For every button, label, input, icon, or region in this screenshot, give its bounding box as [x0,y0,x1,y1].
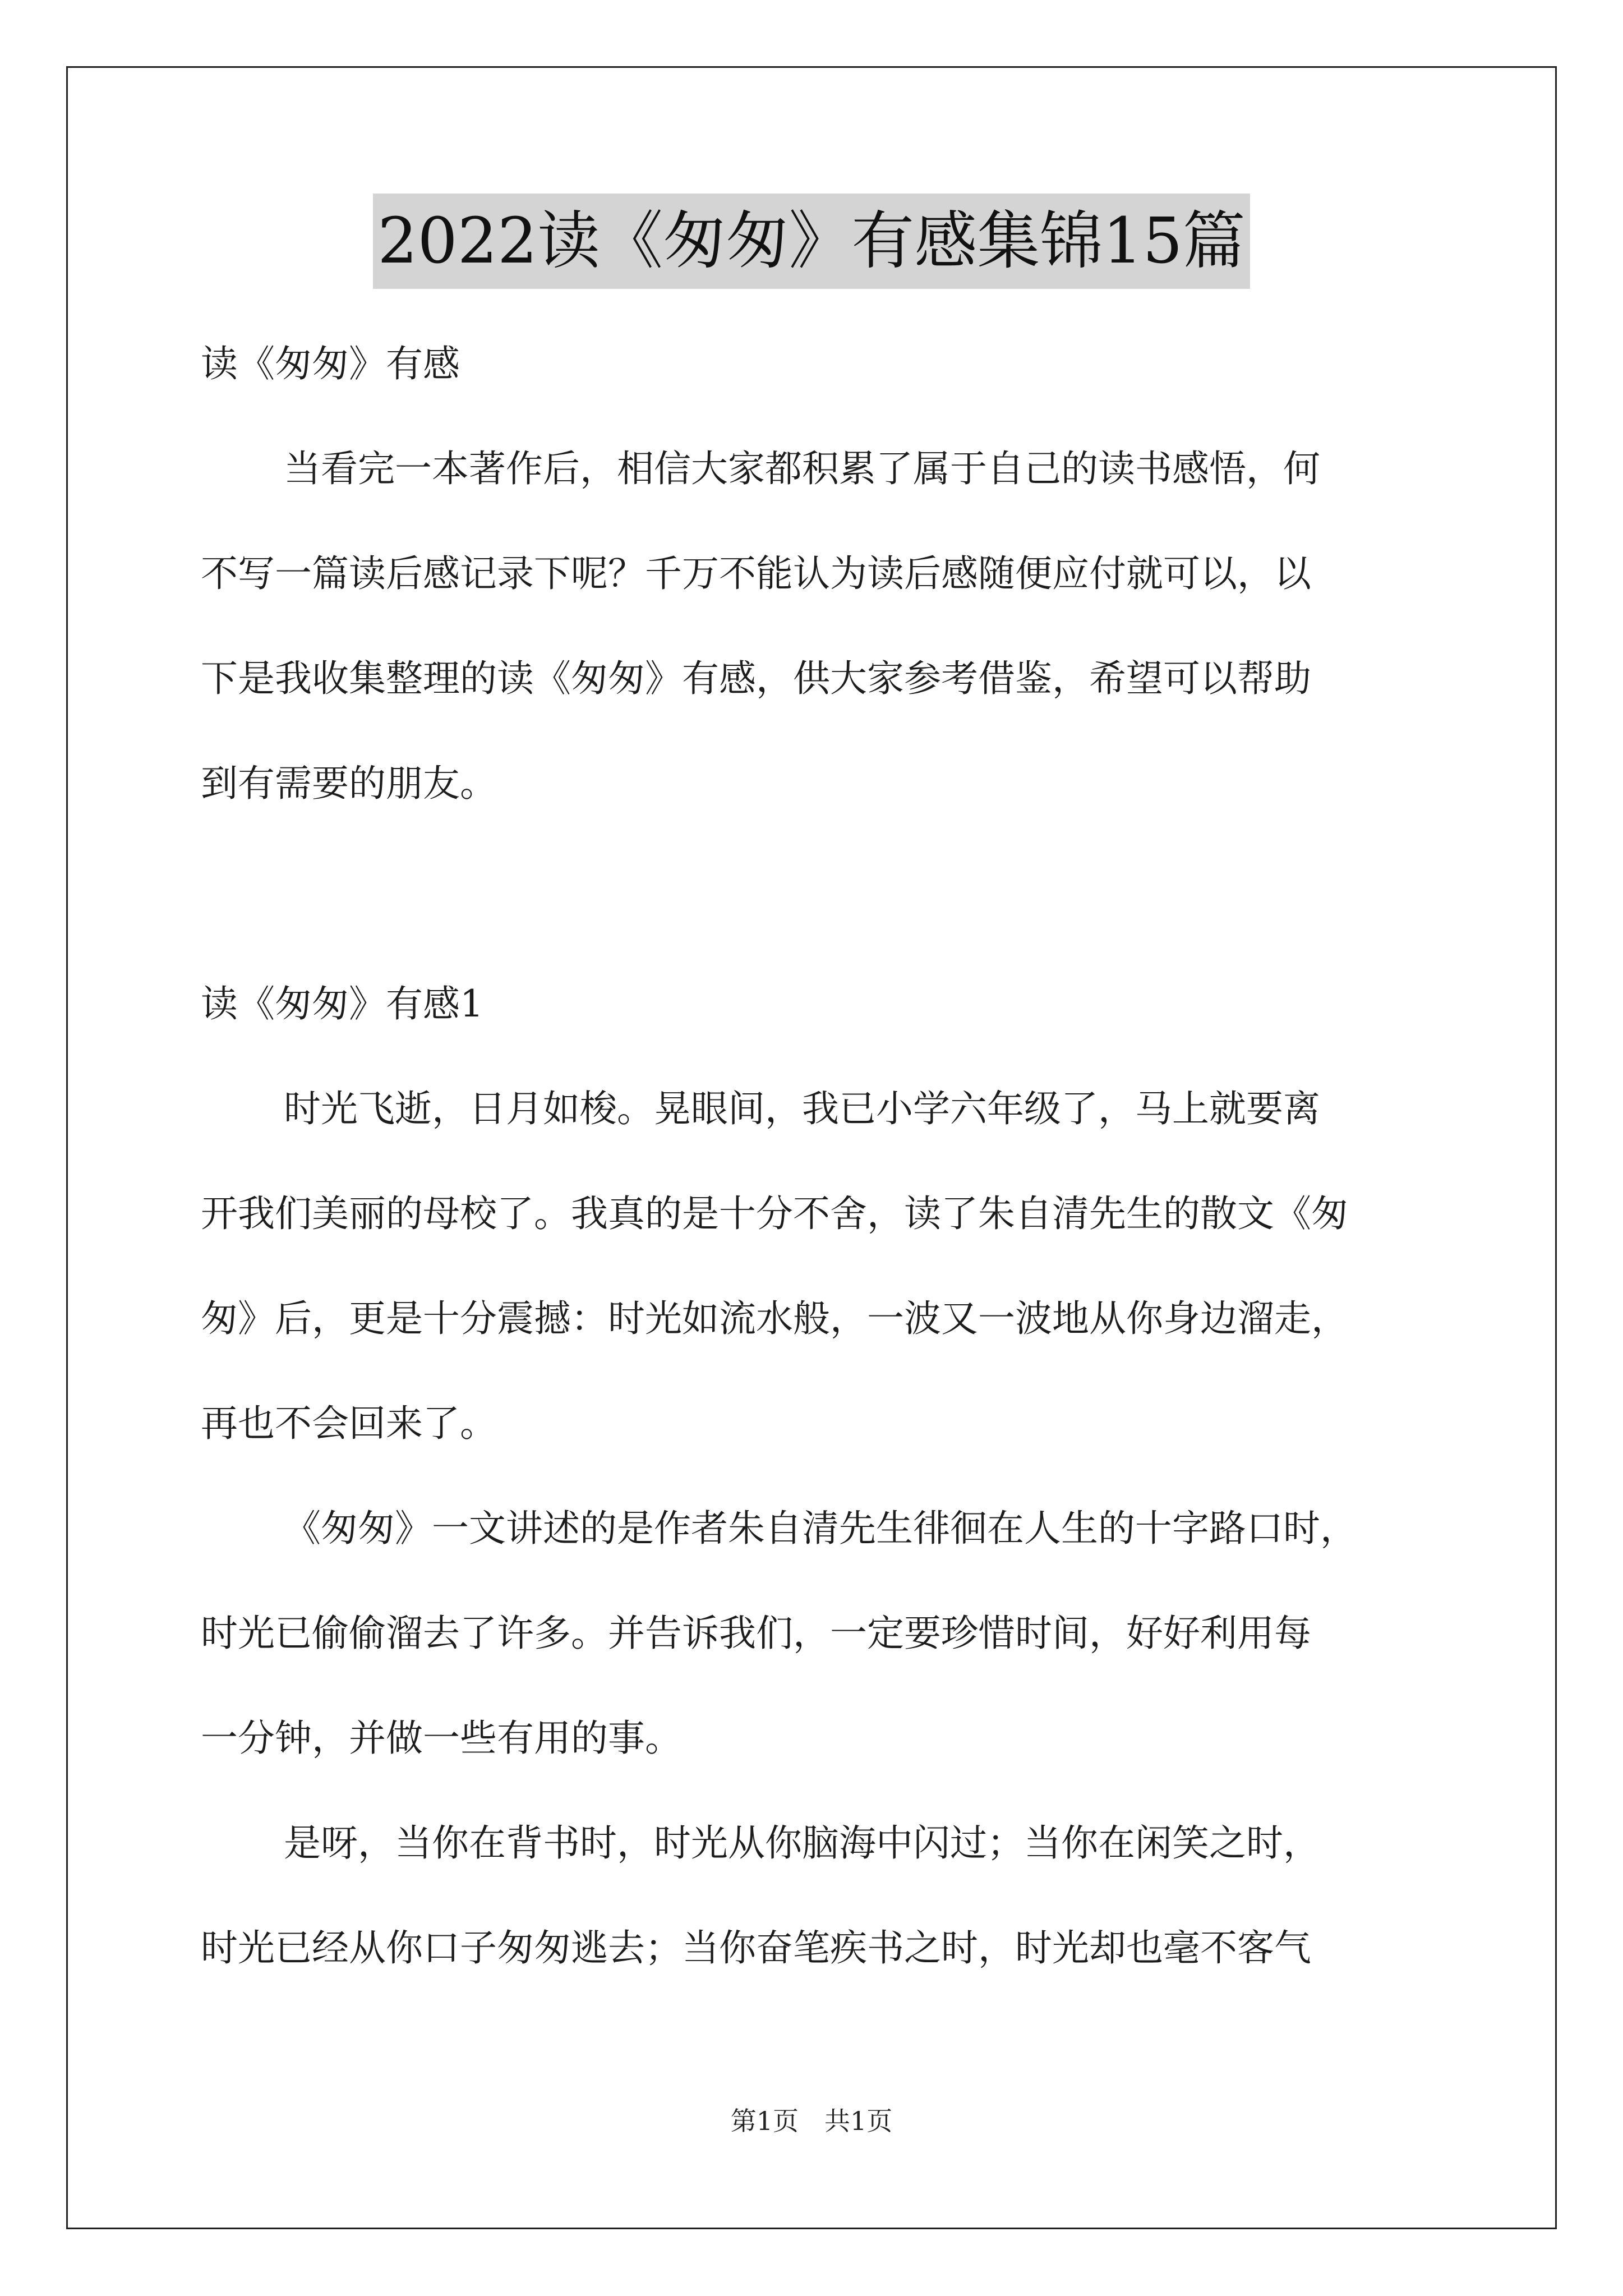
page-footer: 第1页 共1页 [730,2106,893,2136]
section-heading: 读《匆匆》有感1 [201,982,483,1025]
text-line: 是呀，当你在背书时，时光从你脑海中闪过；当你在闲笑之时， [284,1821,1320,1865]
document-title: 2022读《匆匆》有感集锦15篇 [373,194,1250,289]
text-line: 开我们美丽的母校了。我真的是十分不舍，读了朱自清先生的散文《匆 [201,1192,1348,1235]
intro-paragraph [201,416,1429,836]
text-line: 时光飞逝，日月如梭。晃眼间，我已小学六年级了，马上就要离 [284,1087,1320,1130]
text-line: 下是我收集整理的读《匆匆》有感，供大家参考借鉴，希望可以帮助 [201,657,1311,700]
text-line: 《匆匆》一文讲述的是作者朱自清先生徘徊在人生的十字路口时， [284,1507,1357,1550]
section-gap [201,836,1429,951]
section-paragraph-3 [201,1791,1429,2000]
text-line: 当看完一本著作后，相信大家都积累了属于自己的读书感悟，何 [284,447,1320,490]
text-line: 一分钟，并做一些有用的事。 [201,1717,682,1760]
section-paragraph-1 [201,1056,1429,1476]
text-line: 时光已偷偷溜去了许多。并告诉我们，一定要珍惜时间，好好利用每 [201,1612,1311,1655]
text-line: 匆》后，更是十分震撼：时光如流水般，一波又一波地从你身边溜走， [201,1297,1348,1340]
text-line: 再也不会回来了。 [201,1402,497,1445]
text-line: 到有需要的朋友。 [201,762,497,805]
section-paragraph-2 [201,1476,1429,1791]
text-line: 时光已经从你口子匆匆逃去；当你奋笔疾书之时，时光却也毫不客气 [201,1926,1311,1970]
title-container [0,194,1623,289]
intro-heading: 读《匆匆》有感 [201,342,460,385]
text-line: 不写一篇读后感记录下呢？千万不能认为读后感随便应付就可以，以 [201,552,1311,595]
document-body [201,311,1429,2000]
